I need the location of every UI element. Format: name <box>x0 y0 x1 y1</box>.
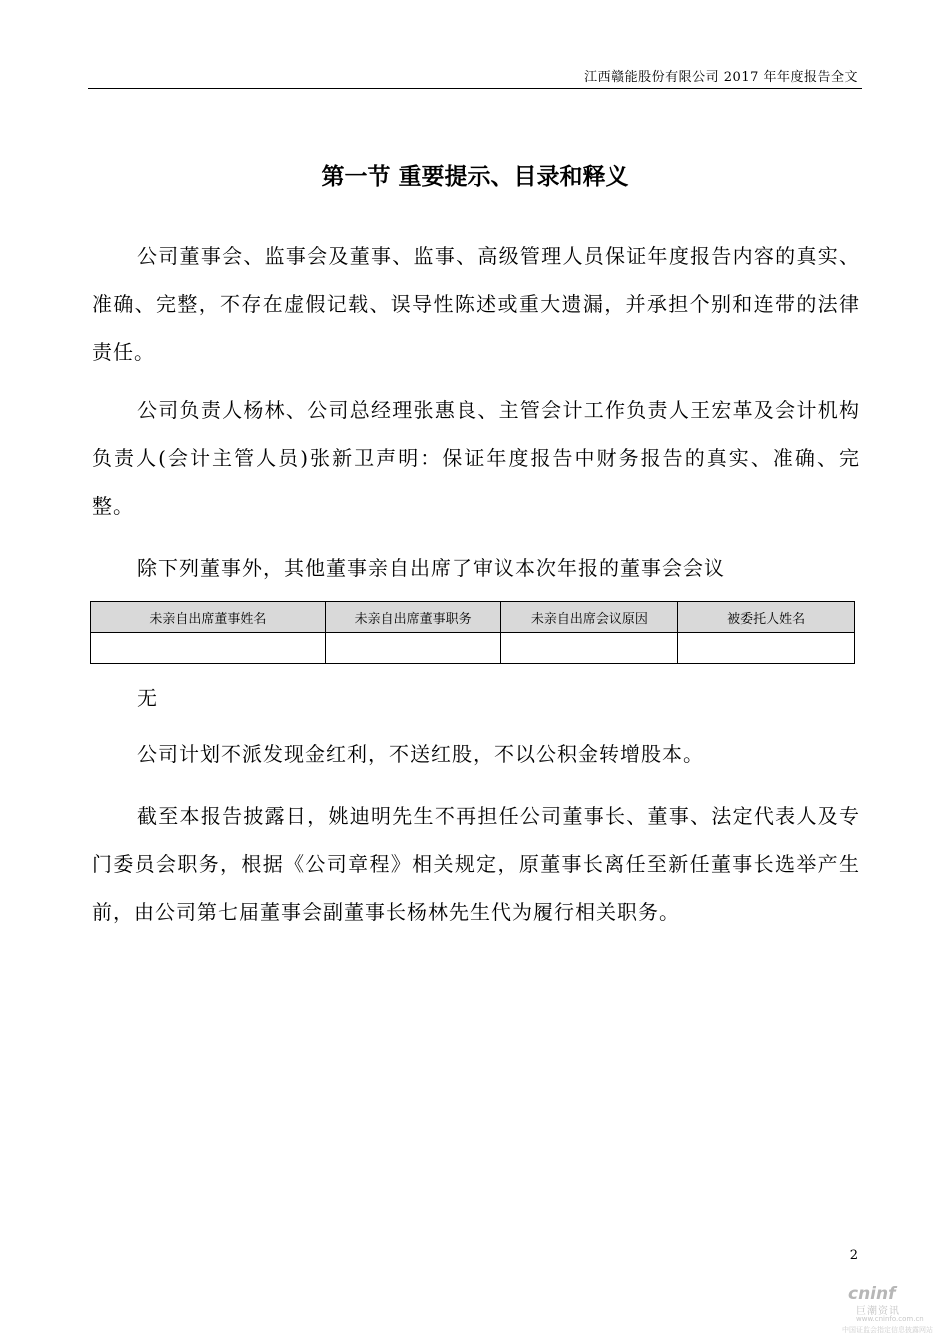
table-header-cell: 被委托人姓名 <box>678 602 855 633</box>
table-cell <box>501 633 678 664</box>
paragraph-board-guarantee: 公司董事会、监事会及董事、监事、高级管理人员保证年度报告内容的真实、准确、完整，不存在虚假记载、误导性陈述或重大遗漏，并承担个别和连带的法律责任。 <box>92 244 860 364</box>
table-cell <box>325 633 501 664</box>
watermark-brand: cninf <box>848 1284 896 1304</box>
watermark-line: 中国证监会指定信息披露网站 <box>842 1326 933 1334</box>
watermark-url: www.cninfo.com.cn <box>856 1315 924 1323</box>
paragraph-financial-statement: 公司负责人杨林、公司总经理张惠良、主管会计工作负责人王宏革及会计机构负责人(会计主管人员)张新卫声明：保证年度报告中财务报告的真实、准确、完整。 <box>92 398 860 518</box>
page-number: 2 <box>849 1248 858 1263</box>
table-header-cell: 未亲自出席董事姓名 <box>91 602 326 633</box>
absent-directors-table <box>90 601 855 664</box>
table-cell <box>91 633 326 664</box>
paragraph-dividend-plan: 公司计划不派发现金红利，不送红股，不以公积金转增股本。 <box>137 742 704 766</box>
section-title: 第一节 重要提示、目录和释义 <box>321 163 629 190</box>
table-header-row <box>91 602 855 633</box>
table-header-cell: 未亲自出席会议原因 <box>501 602 678 633</box>
none-text: 无 <box>137 686 157 710</box>
cninfo-watermark-logo <box>842 1282 942 1340</box>
header-rule <box>88 88 862 89</box>
paragraph-director-attendance: 除下列董事外，其他董事亲自出席了审议本次年报的董事会会议 <box>137 556 725 580</box>
watermark-sub: 巨潮资讯 <box>856 1306 900 1317</box>
paragraph-chairman-change: 截至本报告披露日，姚迪明先生不再担任公司董事长、董事、法定代表人及专门委员会职务，根据《公司章程》相关规定，原董事长离任至新任董事长选举产生前，由公司第七届董事会副董事长杨林先生代为履行相关职务。 <box>92 804 860 924</box>
page-header: 江西赣能股份有限公司 2017 年年度报告全文 <box>584 70 858 85</box>
table-cell <box>678 633 855 664</box>
table-header-cell: 未亲自出席董事职务 <box>325 602 501 633</box>
table-row <box>91 633 855 664</box>
